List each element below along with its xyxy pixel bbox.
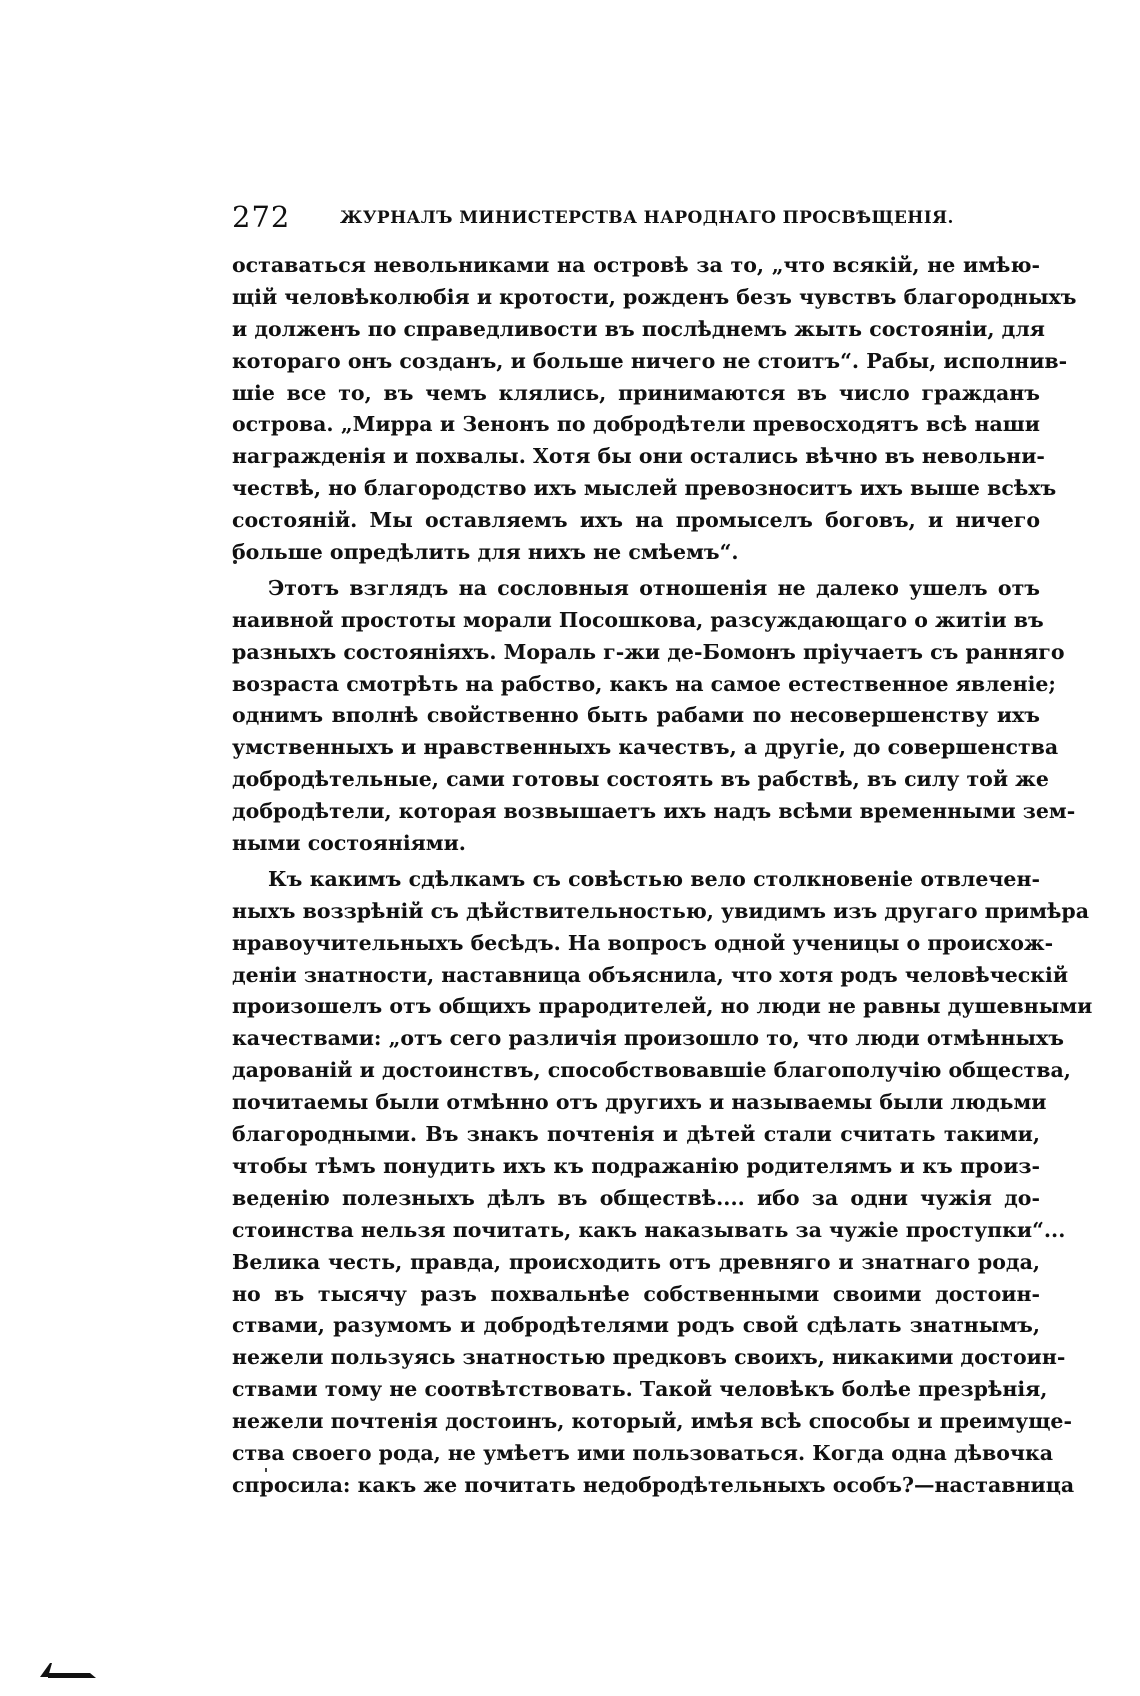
text-line: ства своего рода, не умѣетъ ими пользоваться. Когда одна дѣвочка xyxy=(232,1440,1054,1465)
text-line: наивной простоты морали Посошкова, разсуждающаго о житіи въ xyxy=(232,607,1044,632)
text-line: ными состояніями. xyxy=(232,831,466,856)
text-line: умственныхъ и нравственныхъ качествъ, а другіе, до совершенства xyxy=(232,735,1059,760)
text-line: ныхъ воззрѣній съ дѣйствительностью, увидимъ изъ другаго примѣра xyxy=(232,898,1090,923)
printers-mark-icon xyxy=(38,1659,98,1679)
text-line: стоинства нельзя почитать, какъ наказывать за чужіе проступки“... xyxy=(232,1217,1066,1242)
text-line: однимъ вполнѣ свойственно быть рабами по несовершенству ихъ xyxy=(232,703,1040,728)
text-line: возраста смотрѣть на рабство, какъ на самое естественное явленіе; xyxy=(232,671,1056,696)
text-line: но въ тысячу разъ похвальнѣе собственными своими достоин- xyxy=(232,1281,1040,1306)
page-number: 272 xyxy=(232,200,291,234)
text-line: ствами тому не соотвѣтствовать. Такой человѣкъ болѣе презрѣнія, xyxy=(232,1377,1048,1402)
text-line: оставаться невольниками на островѣ за то, „что всякій, не имѣю- xyxy=(232,253,1040,277)
text-line: и долженъ по справедливости въ послѣднемъ жыть состояніи, для xyxy=(232,316,1045,341)
text-line: состояній. Мы оставляемъ ихъ на промыселъ боговъ, и ничего xyxy=(232,508,1040,533)
text-line: щій человѣколюбія и кротости, рожденъ безъ чувствъ благородныхъ xyxy=(232,284,1077,309)
text-line: нежели пользуясь знатностью предковъ своихъ, никакими достоин- xyxy=(232,1345,1066,1370)
text-line: добродѣтели, которая возвышаетъ ихъ надъ всѣми временными зем- xyxy=(232,799,1076,824)
text-line: спросила: какъ же почитать недобродѣтельныхъ особъ?—наставница xyxy=(232,1472,1075,1497)
text-line: благородными. Въ знакъ почтенія и дѣтей стали считать такими, xyxy=(232,1122,1040,1147)
text-line: ствами, разумомъ и добродѣтелями родъ свой сдѣлать знатнымъ, xyxy=(232,1313,1040,1338)
text-line: качествами: „отъ сего различія произошло то, что люди отмѣнныхъ xyxy=(232,1026,1064,1051)
text-line: почитаемы были отмѣнно отъ другихъ и называемы были людьми xyxy=(232,1090,1047,1115)
text-line: Этотъ взглядъ на сословныя отношенія не далеко ушелъ отъ xyxy=(268,575,1040,600)
text-line: награжденія и похвалы. Хотя бы они остались вѣчно въ невольни- xyxy=(232,444,1045,469)
text-line: чествѣ, но благородство ихъ мыслей превозноситъ ихъ выше всѣхъ xyxy=(232,476,1057,501)
text-line: шіе все то, въ чемъ клялись, принимаются въ число гражданъ xyxy=(232,380,1040,405)
text-line: произошелъ отъ общихъ прародителей, но люди не равны душевными xyxy=(232,994,1093,1019)
text-line: разныхъ состояніяхъ. Мораль г-жи де-Бомонъ пріучаетъ съ ранняго xyxy=(232,639,1065,664)
text-line: острова. „Мирра и Зенонъ по добродѣтели превосходятъ всѣ наши xyxy=(232,412,1040,437)
paragraph-1 xyxy=(232,250,1077,569)
text-line: Велика честь, правда, происходить отъ древняго и знатнаго рода, xyxy=(232,1249,1040,1274)
text-line: деніи знатности, наставница объяснила, что хотя родъ человѣческій xyxy=(232,962,1069,987)
page-header xyxy=(232,200,1042,240)
text-line: чтобы тѣмъ понудить ихъ къ подражанію родителямъ и къ произ- xyxy=(232,1153,1040,1178)
body-text xyxy=(232,250,1093,1502)
text-line: веденію полезныхъ дѣлъ въ обществѣ.... ибо за одни чужія до- xyxy=(232,1185,1040,1210)
text-line: дарованій и достоинствъ, способствовавшіе благополучію общества, xyxy=(232,1058,1071,1083)
paragraph-3 xyxy=(232,864,1093,1502)
text-line: добродѣтельные, сами готовы состоять въ рабствѣ, въ силу той же xyxy=(232,767,1049,792)
text-line: Къ какимъ сдѣлкамъ съ совѣстью вело столкновеніе отвлечен- xyxy=(268,866,1040,891)
text-line: нравоучительныхъ бесѣдъ. На вопросъ одной ученицы о происхож- xyxy=(232,930,1054,955)
text-line: котораго онъ созданъ, и больше ничего не стоитъ“. Рабы, исполнив- xyxy=(232,348,1068,373)
running-title: ЖУРНАЛЪ МИНИСТЕРСТВА НАРОДНАГО ПРОСВѢЩЕНІЯ. xyxy=(340,208,954,228)
paragraph-2 xyxy=(232,573,1076,860)
text-line: больше опредѣлить для нихъ не смѣемъ“. xyxy=(232,540,739,565)
text-line: нежели почтенія достоинъ, который, имѣя всѣ способы и преимуще- xyxy=(232,1409,1072,1434)
